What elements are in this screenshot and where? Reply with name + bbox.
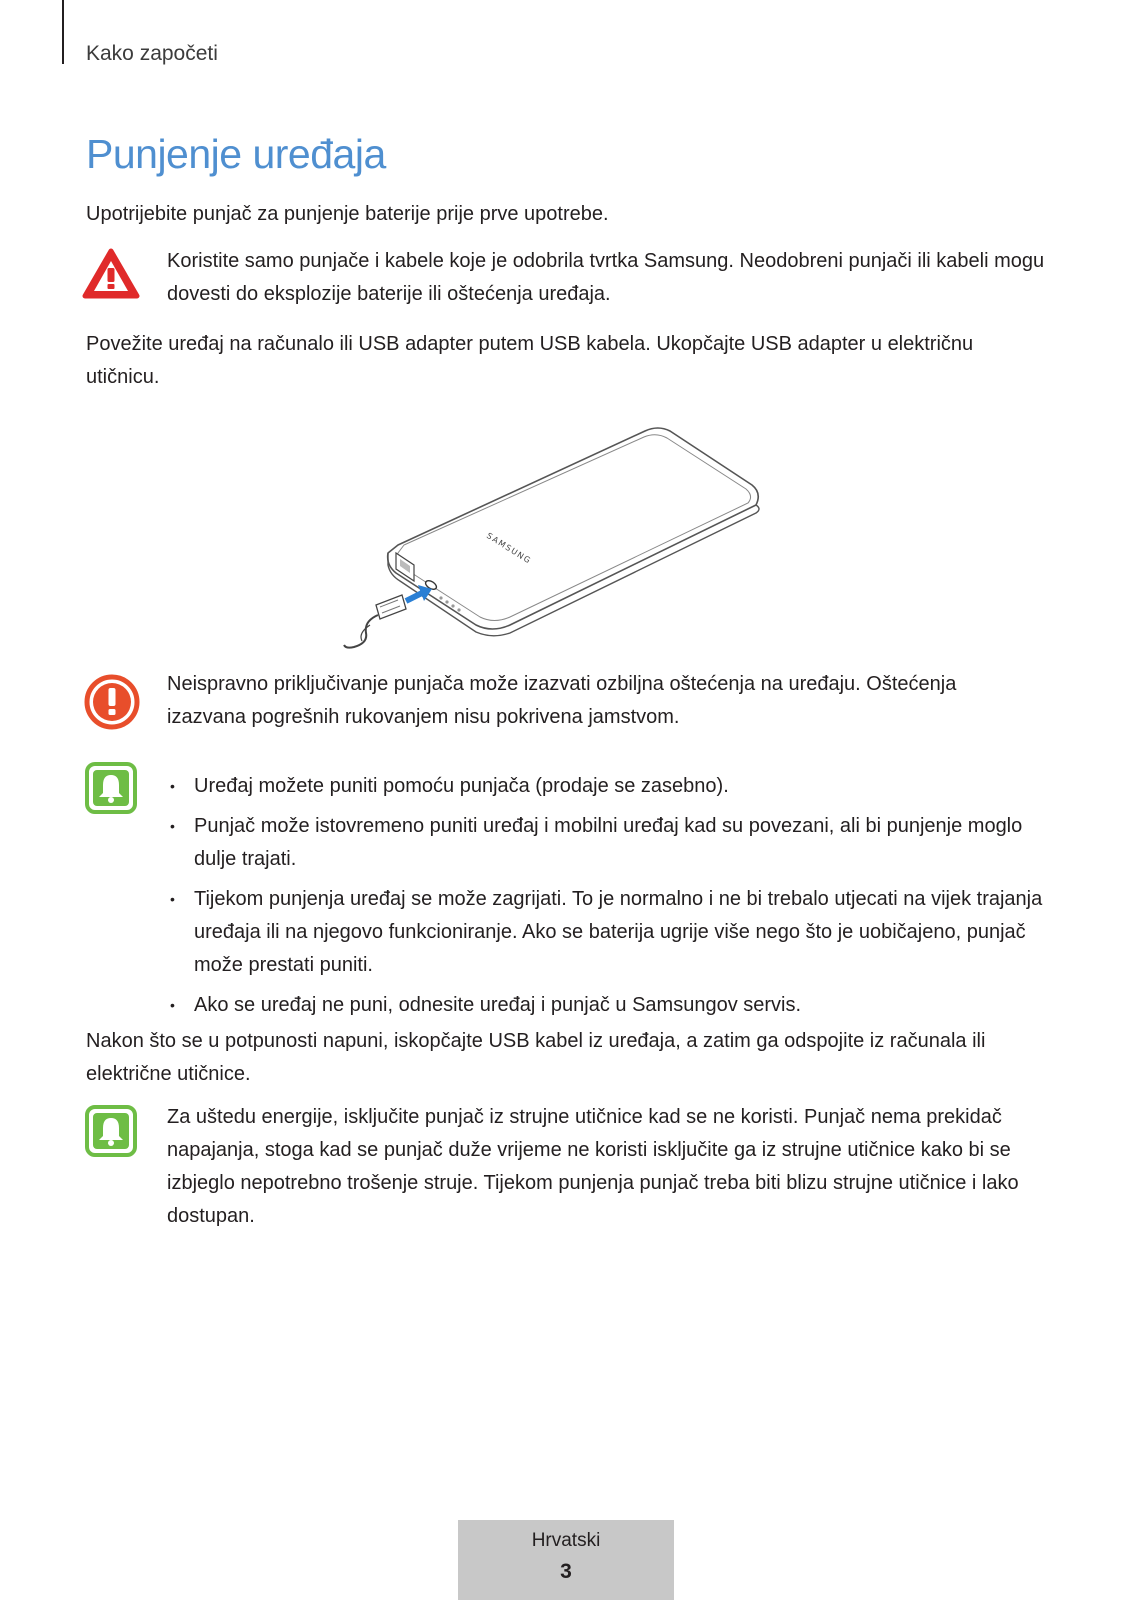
connect-text: Povežite uređaj na računalo ili USB adapter putem USB kabela. Ukopčajte USB adapter u električnu utičnicu. — [86, 333, 974, 388]
notice-bell-icon — [84, 1104, 138, 1158]
page-title: Punjenje uređaja — [86, 131, 386, 177]
list-item: • Tijekom punjenja uređaj se može zagrijati. To je normalno i ne bi trebalo utjecati na vijek trajanja uređaja ili na njegovo funkcioniranje. Ako se baterija ugrije više nego što je uobičajeno, punjač može prestati puniti. — [167, 883, 1047, 982]
caution-note: Neispravno priključivanje punjača može izazvati ozbiljna oštećenja na uređaju. Oštećenja izazvana pogrešnih rukovanjem nisu pokrivena jamstvom. — [167, 673, 957, 728]
notice-bell-icon — [84, 761, 138, 815]
disconnect-text: Nakon što se u potpunosti napuni, iskopčajte USB kabel iz uređaja, a zatim ga odspojite iz računala ili električne utičnice. — [86, 1030, 986, 1085]
device-charging-illustration — [340, 425, 770, 660]
footer-page-box — [458, 1520, 674, 1600]
page-number: 3 — [560, 1560, 572, 1583]
list-item: • Punjač može istovremeno puniti uređaj i mobilni uređaj kad su povezani, ali bi punjenje moglo dulje trajati. — [167, 810, 1047, 876]
header-rule — [62, 0, 64, 64]
warning-triangle-icon — [82, 248, 140, 300]
list-item: • Uređaj možete puniti pomoću punjača (prodaje se zasebno). — [167, 770, 1047, 803]
section-label: Kako započeti — [86, 42, 218, 65]
caution-icon — [84, 674, 140, 730]
intro-text: Upotrijebite punjač za punjenje baterije prije prve upotrebe. — [86, 203, 609, 225]
list-item: • Ako se uređaj ne puni, odnesite uređaj i punjač u Samsungov servis. — [167, 989, 1047, 1022]
brand-logo: SAMSUNG — [484, 531, 534, 566]
notice-bullet-list — [167, 770, 1047, 1029]
energy-note: Za uštedu energije, isključite punjač iz strujne utičnice kad se ne koristi. Punjač nema prekidač napajanja, stoga kad se punjač duže vrijeme ne koristi isključite ga iz strujne utičnice kako bi se izbjeglo nepotrebno trošenje struje. Tijekom punjenja punjač treba biti blizu strujne utičnice i lako dostupan. — [167, 1106, 1019, 1227]
warning-note: Koristite samo punjače i kabele koje je odobrila tvrtka Samsung. Neodobreni punjači ili kabeli mogu dovesti do eksplozije baterije ili oštećenja uređaja. — [167, 250, 1045, 305]
footer-language: Hrvatski — [531, 1530, 601, 1551]
